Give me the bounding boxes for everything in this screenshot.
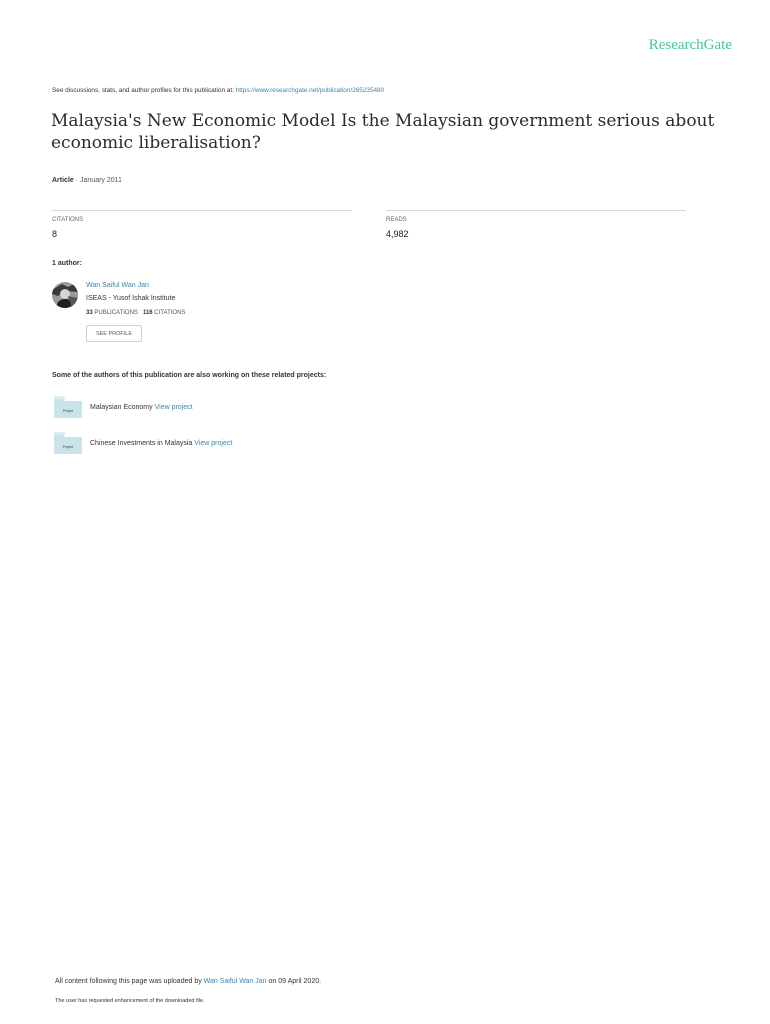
- see-profile-button[interactable]: SEE PROFILE: [86, 325, 142, 342]
- project-name: Malaysian Economy: [90, 404, 155, 411]
- citations-label: CITATIONS: [52, 217, 84, 223]
- upload-note: [55, 978, 321, 985]
- project-icon-label: Project: [62, 445, 74, 449]
- reads-value: 4,982: [386, 229, 409, 239]
- author-institution: ISEAS - Yusof Ishak Institute: [86, 295, 176, 302]
- author-citations-count: 116: [142, 310, 153, 316]
- view-project-link[interactable]: View project: [154, 404, 193, 411]
- reads-divider: [386, 210, 686, 211]
- uploader-link[interactable]: Wan Saiful Wan Jan: [203, 978, 267, 985]
- discussions-text: See discussions, stats, and author profiles for this publication at:: [52, 87, 236, 94]
- authors-heading: 1 author:: [52, 260, 82, 267]
- project-name: Chinese Investments in Malaysia: [90, 440, 195, 447]
- author-citations-label: CITATIONS: [152, 310, 186, 316]
- project-folder-icon[interactable]: [54, 396, 82, 418]
- author-counts: [86, 310, 185, 316]
- author-name-link[interactable]: Wan Saiful Wan Jan: [86, 282, 149, 289]
- project-folder-icon[interactable]: [54, 432, 82, 454]
- reads-label: READS: [386, 217, 407, 223]
- project-item: [90, 404, 193, 411]
- upload-prefix: All content following this page was uploaded by: [55, 978, 204, 985]
- projects-heading: Some of the authors of this publication are also working on these related projects:: [52, 372, 327, 379]
- article-date: · January 2011: [73, 177, 122, 184]
- avatar[interactable]: [52, 282, 78, 308]
- article-type: Article: [52, 177, 74, 184]
- citations-value: 8: [52, 229, 58, 239]
- publications-label: PUBLICATIONS: [92, 310, 138, 316]
- citations-divider: [52, 210, 352, 211]
- article-title: Malaysia's New Economic Model Is the Malaysian government serious about economic liberalisation?: [51, 111, 715, 153]
- project-icon-label: Project: [62, 409, 74, 413]
- upload-suffix: on 09 April 2020.: [266, 978, 322, 985]
- researchgate-logo[interactable]: ResearchGate: [648, 37, 732, 53]
- view-project-link[interactable]: View project: [194, 440, 233, 447]
- author-photo-icon: [52, 282, 78, 308]
- publications-count: 33: [86, 310, 93, 316]
- discussions-line: [52, 87, 384, 94]
- enhancement-note: The user has requested enhancement of the downloaded file.: [55, 998, 205, 1004]
- project-item: [90, 440, 232, 447]
- article-meta: [52, 177, 122, 184]
- publication-url-link[interactable]: https://www.researchgate.net/publication/265235480: [235, 87, 385, 94]
